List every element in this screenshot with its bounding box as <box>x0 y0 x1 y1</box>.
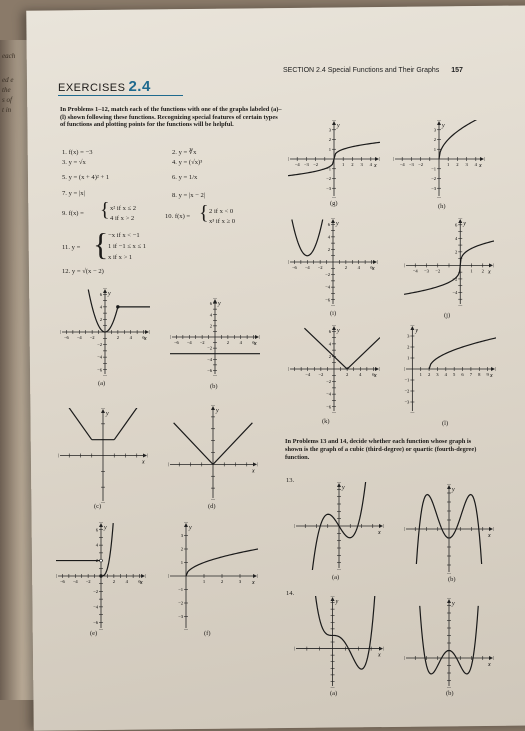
x-tick-label: 2 <box>427 372 431 377</box>
y-axis-arrow <box>103 289 107 293</box>
graph-caption-a: (a) <box>98 380 106 387</box>
y-tick-label: 3 <box>180 533 183 539</box>
prev-page-fragment: each <box>2 52 16 60</box>
x-tick-label: −2 <box>318 372 324 377</box>
y-axis-arrow <box>410 326 414 330</box>
x-axis-arrow <box>143 454 147 458</box>
x-tick-label: 7 <box>469 372 473 377</box>
y-axis-letter: y <box>342 485 345 491</box>
graph-caption-g: (g) <box>330 200 338 207</box>
x-tick-label: 6 <box>252 340 255 345</box>
y-axis-letter: y <box>452 601 455 607</box>
graph-svg <box>294 596 384 688</box>
y-tick-label: 1 <box>180 560 183 566</box>
graph-f <box>168 522 258 630</box>
graph-e <box>56 522 146 630</box>
x-tick-label: 1 <box>342 162 345 167</box>
y-tick-label: 2 <box>407 344 410 350</box>
x-tick-label: 3 <box>436 372 439 377</box>
y-tick-label: −2 <box>207 345 212 351</box>
y-tick-label: 1 <box>433 146 436 152</box>
graph-i <box>288 325 380 413</box>
y-axis-arrow <box>332 121 336 125</box>
y-axis-letter: y <box>415 328 419 334</box>
x-axis-arrow <box>145 330 149 334</box>
x-axis-letter: x <box>372 266 375 272</box>
y-axis-letter: y <box>337 123 340 129</box>
problem-11-brace: { <box>93 226 109 262</box>
y-tick-label: −3 <box>404 399 410 405</box>
x-tick-label: −2 <box>199 340 205 345</box>
x-tick-label: 3 <box>360 162 363 167</box>
problems-intro: In Problems 1–12, match each of the functions with one of the graphs labeled (a)–(l) shown following these functions. Recognizing special features of certain types of functions and plotting points for the functions will be helpful. <box>60 106 282 129</box>
x-axis-letter: x <box>490 373 493 379</box>
y-tick-label: 1 <box>407 355 410 361</box>
y-tick-label: −3 <box>431 185 436 191</box>
x-tick-label: −6 <box>173 340 179 345</box>
y-axis-arrow <box>332 326 336 330</box>
problem-9-brace: { <box>100 199 110 221</box>
y-axis-arrow <box>447 485 451 489</box>
x-tick-label: −6 <box>63 335 69 340</box>
prev-page-fragment: ed e <box>2 76 14 84</box>
x-axis-arrow <box>253 462 257 466</box>
x-axis-letter: x <box>252 580 255 586</box>
x-tick-label: 6 <box>142 335 145 340</box>
problem-2: 2. y = ∛x <box>172 149 197 156</box>
x-axis-letter: x <box>254 341 257 347</box>
x-axis-arrow <box>489 527 493 531</box>
x-tick-label: 1 <box>470 268 473 274</box>
problem-11-case-1: −x if x < −1 <box>108 232 140 239</box>
y-axis-letter: y <box>108 291 111 297</box>
exercises-label: EXERCISES <box>58 82 126 94</box>
x-tick-label: −3 <box>303 162 309 167</box>
y-tick-label: 4 <box>95 542 98 548</box>
problem-4: 4. y = (√x)³ <box>172 159 203 166</box>
graph-caption-b: (b) <box>210 383 218 390</box>
y-axis-arrow <box>99 523 103 527</box>
problem-6: 6. y = 1/x <box>172 174 198 181</box>
graph-caption-e: (e) <box>90 630 98 637</box>
graph-svg <box>170 298 260 376</box>
y-tick-label: −4 <box>326 391 331 397</box>
graph-l-top <box>393 120 485 198</box>
x-tick-label: −4 <box>305 372 311 377</box>
problem-8: 8. y = |x − 2| <box>172 192 206 199</box>
x-axis-arrow <box>489 263 493 267</box>
graph-svg <box>58 408 148 503</box>
x-tick-label: −4 <box>186 340 192 345</box>
graph-caption-k: (k) <box>322 418 330 425</box>
graph-b <box>170 298 260 376</box>
y-tick-label: −1 <box>178 587 183 593</box>
page-number: 157 <box>451 67 463 74</box>
graph-svg <box>404 218 494 306</box>
x-axis-arrow <box>253 574 257 578</box>
graph-14a <box>294 596 384 688</box>
y-tick-label: 2 <box>328 354 331 360</box>
graph-h <box>404 218 494 306</box>
problem-1: 1. f(x) = −3 <box>62 149 93 156</box>
y-axis-letter: y <box>452 487 455 493</box>
x-axis-letter: x <box>374 163 377 169</box>
curve-c-left <box>67 408 92 440</box>
y-tick-label: 2 <box>433 137 436 143</box>
x-tick-label: −2 <box>317 265 323 270</box>
x-tick-label: −4 <box>399 162 405 167</box>
prev-page-fragment: t in <box>2 106 12 114</box>
y-tick-label: −6 <box>97 367 102 373</box>
y-axis-arrow <box>101 409 105 413</box>
graph-j <box>404 325 496 413</box>
x-tick-label: 6 <box>372 372 375 377</box>
x-axis-arrow <box>375 367 379 371</box>
problem-7: 7. y = |x| <box>62 190 85 197</box>
graph-caption-j: (j) <box>444 312 451 319</box>
problem-13-label: 13. <box>286 477 295 484</box>
graph-caption-f: (f) <box>204 630 211 637</box>
y-axis-arrow <box>184 523 188 527</box>
graph-g <box>288 218 378 306</box>
graph-svg <box>168 405 258 500</box>
x-tick-label: −3 <box>424 268 429 274</box>
x-tick-label: 2 <box>116 335 120 340</box>
y-axis-arrow <box>458 219 462 223</box>
x-axis-arrow <box>375 157 379 161</box>
y-axis-letter: y <box>335 599 339 605</box>
x-axis-letter: x <box>374 373 377 379</box>
y-tick-label: −2 <box>326 176 331 182</box>
x-tick-label: 2 <box>226 340 230 345</box>
y-tick-label: 2 <box>328 137 331 143</box>
x-tick-label: 1 <box>447 162 450 167</box>
y-tick-label: 3 <box>407 333 410 339</box>
graph-13a <box>294 482 384 570</box>
graph-13b <box>404 484 494 574</box>
y-tick-label: −2 <box>452 276 458 282</box>
graph-c <box>58 408 148 503</box>
x-tick-label: 2 <box>112 579 116 584</box>
curve-l-top <box>439 120 485 159</box>
heading-rule <box>58 95 183 96</box>
y-tick-label: −2 <box>97 342 102 348</box>
x-axis-arrow <box>379 647 383 651</box>
y-tick-label: 4 <box>328 341 331 347</box>
curve-j <box>429 338 496 369</box>
y-tick-label: −2 <box>404 388 410 394</box>
y-tick-label: 2 <box>99 317 102 323</box>
x-tick-label: 4 <box>129 335 132 340</box>
x-tick-label: −4 <box>412 268 418 274</box>
curve-14a <box>315 596 375 669</box>
x-tick-label: −2 <box>418 162 424 167</box>
graph-d <box>168 405 258 500</box>
problem-11-case-3: x if x > 1 <box>108 254 133 261</box>
problem-11-label: 11. y = <box>62 244 81 251</box>
problem-9-case-2: 4 if x > 2 <box>110 215 135 222</box>
y-tick-label: −4 <box>207 356 212 362</box>
y-tick-label: 6 <box>328 328 331 334</box>
graph-svg <box>294 482 384 570</box>
problem-9-label: 9. f(x) = <box>62 210 84 217</box>
y-tick-label: −1 <box>431 166 436 172</box>
x-axis-letter: x <box>252 468 255 475</box>
y-tick-label: −1 <box>404 377 410 383</box>
curve-f <box>186 549 258 576</box>
x-tick-label: 8 <box>478 372 481 377</box>
x-tick-label: 3 <box>238 579 242 584</box>
graph-caption-h: (h) <box>438 203 446 210</box>
y-tick-label: 6 <box>99 291 102 297</box>
y-tick-label: −6 <box>207 368 212 374</box>
x-tick-label: 9 <box>486 372 489 377</box>
y-tick-label: −2 <box>325 272 330 278</box>
x-axis-letter: x <box>140 580 143 586</box>
problem-14-label: 14. <box>286 590 295 597</box>
x-tick-label: −4 <box>304 265 310 270</box>
y-tick-label: −6 <box>93 619 98 625</box>
graph-a <box>60 288 150 376</box>
y-axis-arrow <box>213 299 217 303</box>
problem-11-case-2: 1 if −1 ≤ x ≤ 1 <box>108 243 147 250</box>
x-tick-label: −4 <box>294 162 300 167</box>
graph-k-top <box>288 120 380 198</box>
x-tick-label: 4 <box>125 579 128 584</box>
x-tick-label: 6 <box>370 265 373 270</box>
x-axis-letter: x <box>378 652 381 659</box>
graph-caption-d: (d) <box>208 503 216 510</box>
y-tick-label: −6 <box>325 297 330 303</box>
x-tick-label: −6 <box>291 265 297 270</box>
y-tick-label: −6 <box>326 404 331 410</box>
problem-10-label: 10. f(x) = <box>165 213 191 220</box>
y-tick-label: 2 <box>209 323 212 329</box>
y-axis-letter: y <box>216 408 219 414</box>
y-tick-label: −3 <box>178 614 183 620</box>
running-header <box>283 67 463 74</box>
x-axis-arrow <box>489 656 493 660</box>
y-axis-letter: y <box>189 525 192 531</box>
y-axis-letter: y <box>104 525 107 531</box>
curve-g <box>292 220 323 256</box>
y-axis-letter: y <box>336 221 339 227</box>
x-axis-letter: x <box>488 533 491 539</box>
x-tick-label: 4 <box>359 372 362 377</box>
x-tick-label: 1 <box>419 372 422 377</box>
section-number: 2.4 <box>128 78 151 95</box>
x-tick-label: 2 <box>351 162 354 167</box>
graph-svg <box>288 218 378 306</box>
y-tick-label: 4 <box>99 304 102 310</box>
y-axis-arrow <box>211 406 215 410</box>
graph-14b <box>404 598 494 688</box>
x-tick-label: 4 <box>474 162 477 167</box>
y-tick-label: 6 <box>327 221 330 227</box>
y-axis-arrow <box>337 483 341 487</box>
section-title: SECTION 2.4 Special Functions and Their Graphs <box>283 67 440 74</box>
x-axis-letter: x <box>488 269 491 276</box>
y-tick-label: −2 <box>431 176 436 182</box>
curve-c-right <box>114 408 139 440</box>
y-axis-letter: y <box>218 301 221 307</box>
problem-10-brace: { <box>199 202 209 224</box>
x-axis-letter: x <box>142 459 145 466</box>
y-axis-letter: y <box>442 123 445 129</box>
prev-page-fragment: s of <box>2 96 12 104</box>
x-tick-label: −2 <box>435 268 441 274</box>
problem-10-case-1: 2 if x < 0 <box>209 208 234 215</box>
y-tick-label: −2 <box>93 589 98 595</box>
y-axis-arrow <box>437 121 441 125</box>
x-tick-label: 2 <box>345 372 349 377</box>
graph-caption-l: (l) <box>442 420 449 427</box>
y-axis-arrow <box>447 599 451 603</box>
x-tick-label: 2 <box>481 268 484 274</box>
graph-14a-caption: (a) <box>330 690 338 697</box>
graph-svg <box>393 120 485 198</box>
graph-svg <box>404 484 494 574</box>
x-tick-label: −2 <box>85 579 91 584</box>
y-tick-label: −4 <box>325 284 330 290</box>
y-tick-label: 6 <box>95 527 98 533</box>
y-tick-label: −1 <box>326 166 331 172</box>
prev-page-fragment: the <box>2 86 11 94</box>
x-axis-arrow <box>373 260 377 264</box>
graph-caption-i: (i) <box>330 310 337 317</box>
graph-13b-caption: (b) <box>448 576 456 583</box>
y-axis-letter: y <box>106 411 109 417</box>
graph-svg <box>404 325 496 413</box>
x-axis-letter: x <box>378 530 381 536</box>
x-axis-letter: x <box>488 662 491 668</box>
y-tick-label: 1 <box>328 146 331 152</box>
x-tick-label: 4 <box>239 340 242 345</box>
y-tick-label: −4 <box>93 604 98 610</box>
y-tick-label: −2 <box>326 379 331 385</box>
x-tick-label: −2 <box>89 335 95 340</box>
y-tick-label: −3 <box>326 185 331 191</box>
x-axis-letter: x <box>144 336 147 342</box>
x-tick-label: −2 <box>313 162 319 167</box>
graph-svg <box>288 120 380 198</box>
problem-10-case-2: x³ if x ≥ 0 <box>209 218 236 225</box>
y-tick-label: 2 <box>327 247 330 253</box>
x-tick-label: 4 <box>444 372 447 377</box>
y-tick-label: −4 <box>97 354 102 360</box>
endpoint-dot <box>100 575 103 578</box>
x-tick-label: 5 <box>453 372 456 377</box>
graph-14b-caption: (b) <box>446 690 454 697</box>
y-tick-label: 3 <box>433 127 436 133</box>
y-axis-arrow <box>331 219 335 223</box>
y-tick-label: −4 <box>452 290 458 296</box>
x-tick-label: 2 <box>344 265 348 270</box>
y-axis-letter: y <box>463 221 466 227</box>
x-tick-label: 2 <box>456 162 459 167</box>
x-tick-label: 4 <box>369 162 372 167</box>
y-tick-label: 2 <box>454 249 458 255</box>
graph-svg <box>404 598 494 688</box>
y-tick-label: 2 <box>95 558 98 564</box>
x-axis-letter: x <box>479 163 482 169</box>
graph-svg <box>56 522 146 630</box>
endpoint-dot <box>100 559 103 562</box>
problem-3: 3. y = √x <box>62 159 86 166</box>
graph-caption-c: (c) <box>94 503 102 510</box>
curve-i <box>304 328 380 369</box>
problem-5: 5. y = (x + 4)² + 1 <box>62 174 110 181</box>
x-tick-label: 1 <box>202 579 206 584</box>
x-tick-label: 3 <box>465 162 468 167</box>
graph-svg <box>288 325 380 413</box>
y-axis-letter: y <box>337 328 340 334</box>
problems-13-14-intro: In Problems 13 and 14, decide whether each function whose graph is shown is the graph of a cubic (third-degree) or quartic (fourth-degree) function. <box>285 438 477 461</box>
x-axis-arrow <box>255 335 259 339</box>
x-tick-label: −6 <box>59 579 65 584</box>
graph-svg <box>60 288 150 376</box>
x-tick-label: 2 <box>220 579 224 584</box>
x-tick-label: 6 <box>138 579 141 584</box>
y-axis-arrow <box>331 597 335 601</box>
x-tick-label: −3 <box>408 162 414 167</box>
problem-9-case-1: x² if x ≤ 2 <box>110 205 137 212</box>
y-tick-label: 4 <box>209 312 212 318</box>
y-tick-label: 3 <box>328 127 331 133</box>
x-tick-label: −4 <box>76 335 82 340</box>
exercises-heading <box>58 78 151 95</box>
x-axis-arrow <box>480 157 484 161</box>
graph-svg <box>168 522 258 630</box>
y-tick-label: 4 <box>327 234 330 240</box>
x-axis-arrow <box>491 367 495 371</box>
x-tick-label: 4 <box>357 265 360 270</box>
y-tick-label: −2 <box>178 600 183 606</box>
x-tick-label: −4 <box>72 579 78 584</box>
x-tick-label: 6 <box>461 372 464 377</box>
y-tick-label: 4 <box>454 235 458 241</box>
graph-13a-caption: (a) <box>332 574 340 581</box>
x-axis-arrow <box>379 524 383 528</box>
y-tick-label: 6 <box>454 222 458 228</box>
y-tick-label: 6 <box>209 301 212 307</box>
x-axis-arrow <box>141 574 145 578</box>
endpoint-dot <box>116 305 119 308</box>
y-tick-label: 2 <box>180 546 183 552</box>
problem-12: 12. y = √(x − 2) <box>62 268 104 275</box>
